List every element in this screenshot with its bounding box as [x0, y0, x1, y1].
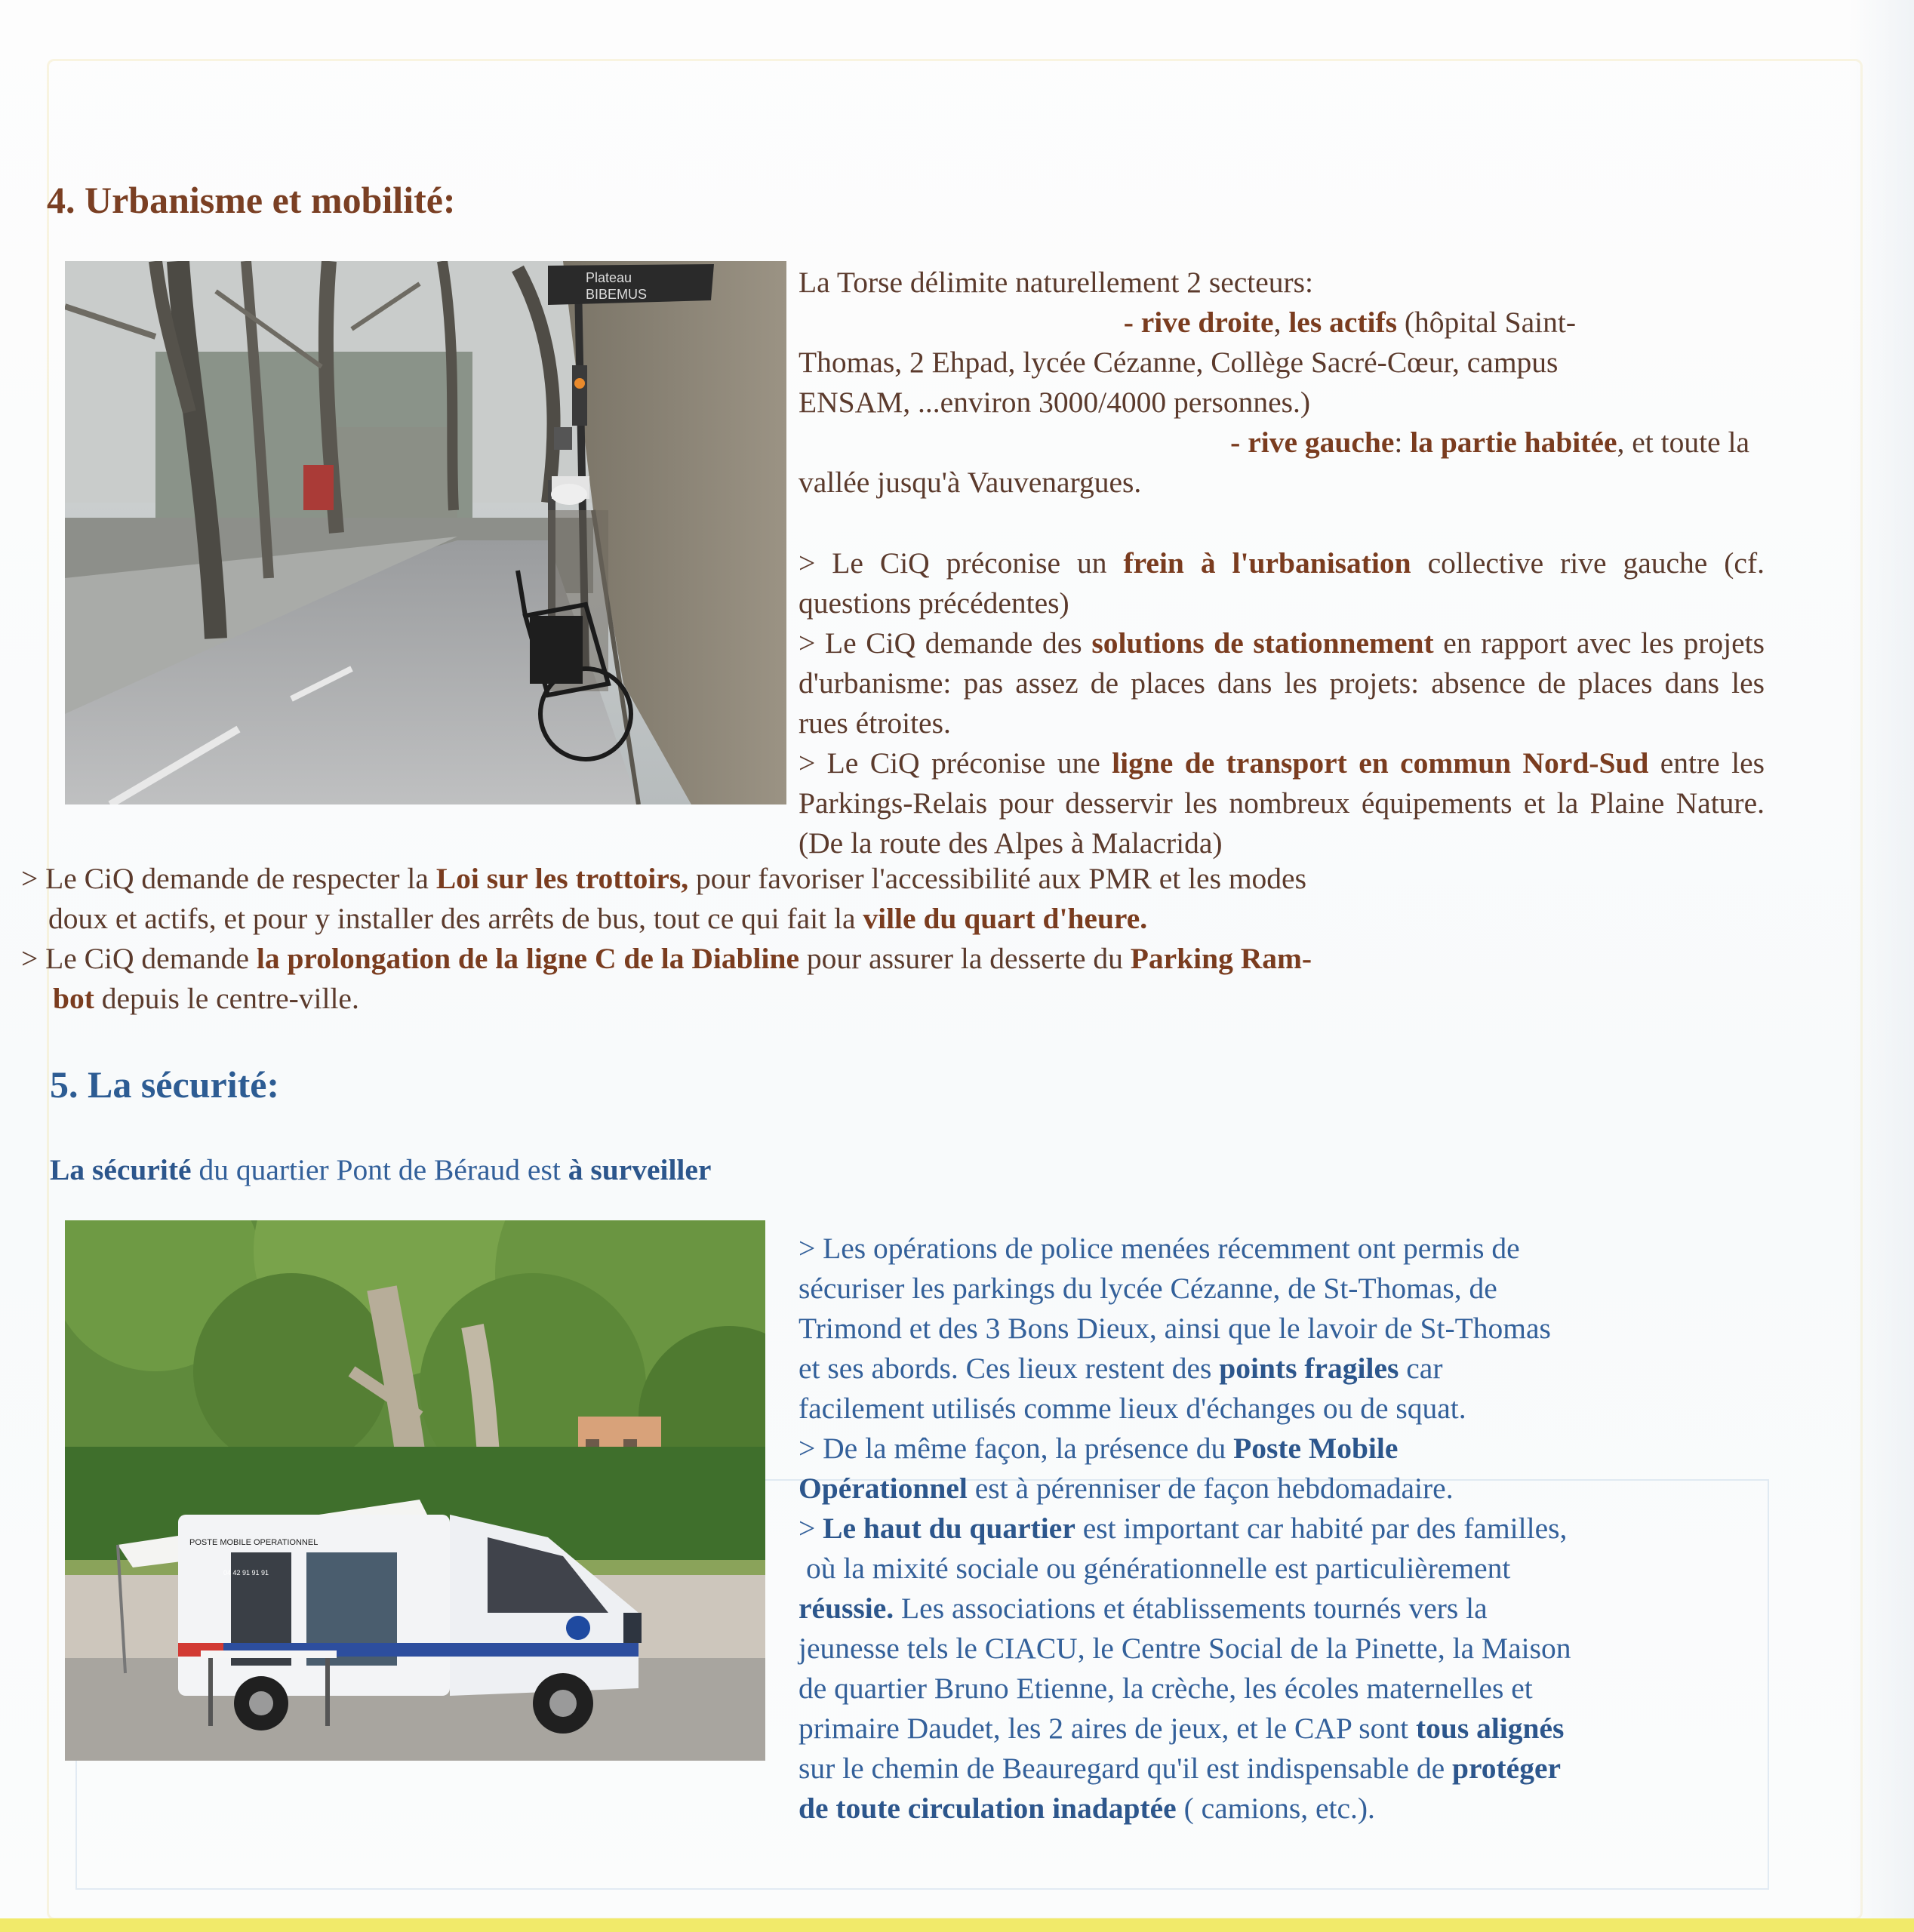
securite-operations-text: [799, 1229, 1780, 1829]
torse-line-1: La Torse délimite naturellement 2 secteurs:: [799, 266, 1314, 299]
ciq-recommendations-full: [21, 859, 1666, 1019]
van-label: POSTE MOBILE OPERATIONNEL: [189, 1538, 318, 1547]
bottom-yellow-bar: [0, 1918, 1914, 1932]
road-photo: [65, 261, 786, 804]
ops-line-10: réussie. Les associations et établissements tournés vers la: [799, 1592, 1488, 1625]
ops-line-12: de quartier Bruno Etienne, la crèche, les écoles maternelles et: [799, 1672, 1533, 1705]
van-photo: [65, 1220, 765, 1761]
ops-line-8: > Le haut du quartier est important car habité par des familles,: [799, 1512, 1568, 1545]
ciq-recommendations: [799, 543, 1765, 863]
ops-line-9: où la mixité sociale ou générationnelle est particulièrement: [806, 1552, 1511, 1585]
ops-line-2: sécuriser les parkings du lycée Cézanne, de St-Thomas, de: [799, 1272, 1497, 1305]
securite-subtitle: La sécurité du quartier Pont de Béraud est à surveiller: [50, 1153, 712, 1186]
road-photo-illustration: [65, 261, 786, 804]
sign-text-1: Plateau: [586, 270, 632, 285]
scan-edge-shadow: [1849, 0, 1914, 1932]
van-phone: 04 42 91 91 91: [223, 1569, 269, 1577]
ops-line-3: Trimond et des 3 Bons Dieux, ainsi que le lavoir de St-Thomas: [799, 1312, 1551, 1345]
ciq-item-stationnement: > Le CiQ demande des solutions de stationnement en rapport avec les projets d'urbanisme: pas assez de places dans les projets: absence de places dans les rues étroites.: [799, 626, 1765, 740]
sign-text-2: BIBEMUS: [586, 287, 648, 302]
torse-line-4: ENSAM, ...environ 3000/4000 personnes.): [799, 386, 1311, 419]
ops-line-14: sur le chemin de Beauregard qu'il est indispensable de protéger: [799, 1752, 1562, 1785]
ciq-item-trottoirs: > Le CiQ demande de respecter la Loi sur les trottoirs, pour favoriser l'accessibilité aux PMR et les modes: [21, 862, 1306, 895]
ops-line-7: Opérationnel est à pérenniser de façon hebdomadaire.: [799, 1472, 1454, 1505]
ops-line-6: > De la même façon, la présence du Poste Mobile: [799, 1432, 1399, 1465]
torse-line-5: - rive gauche: la partie habitée, et toute la: [1230, 426, 1749, 459]
ciq-item-frein: > Le CiQ préconise un frein à l'urbanisation collective rive gauche (cf. questions précédentes): [799, 546, 1765, 620]
ops-line-4: et ses abords. Ces lieux restent des points fragiles car: [799, 1352, 1443, 1385]
section-heading-securite: 5. La sécurité:: [50, 1063, 280, 1106]
ops-line-1: > Les opérations de police menées récemment ont permis de: [799, 1232, 1520, 1265]
ciq-item-diabline-cont: bot depuis le centre-ville.: [53, 982, 359, 1015]
section-heading-urbanisme: 4. Urbanisme et mobilité:: [47, 179, 456, 221]
ciq-item-transport: > Le CiQ préconise une ligne de transport en commun Nord-Sud entre les Parkings-Relais pour desservir les nombreux équipements et la Plaine Nature. (De la route des Alpes à Malacrida): [799, 746, 1765, 860]
ciq-item-diabline: > Le CiQ demande la prolongation de la ligne C de la Diabline pour assurer la desserte du Parking Ram-: [21, 942, 1312, 975]
torse-sectors-text: [799, 263, 1765, 503]
van-photo-illustration: [65, 1220, 765, 1761]
ops-line-11: jeunesse tels le CIACU, le Centre Social de la Pinette, la Maison: [799, 1632, 1571, 1665]
torse-line-2: - rive droite, les actifs (hôpital Saint-: [1123, 306, 1576, 339]
torse-line-3: Thomas, 2 Ehpad, lycée Cézanne, Collège Sacré-Cœur, campus: [799, 346, 1559, 379]
ops-line-5: facilement utilisés comme lieux d'échanges ou de squat.: [799, 1392, 1466, 1425]
ciq-item-trottoirs-cont: doux et actifs, et pour y installer des arrêts de bus, tout ce qui fait la ville du quart d'heure.: [48, 902, 1148, 935]
ops-line-13: primaire Daudet, les 2 aires de jeux, et le CAP sont tous alignés: [799, 1712, 1565, 1745]
ops-line-15: de toute circulation inadaptée ( camions, etc.).: [799, 1792, 1375, 1825]
torse-line-6: vallée jusqu'à Vauvenargues.: [799, 466, 1142, 499]
